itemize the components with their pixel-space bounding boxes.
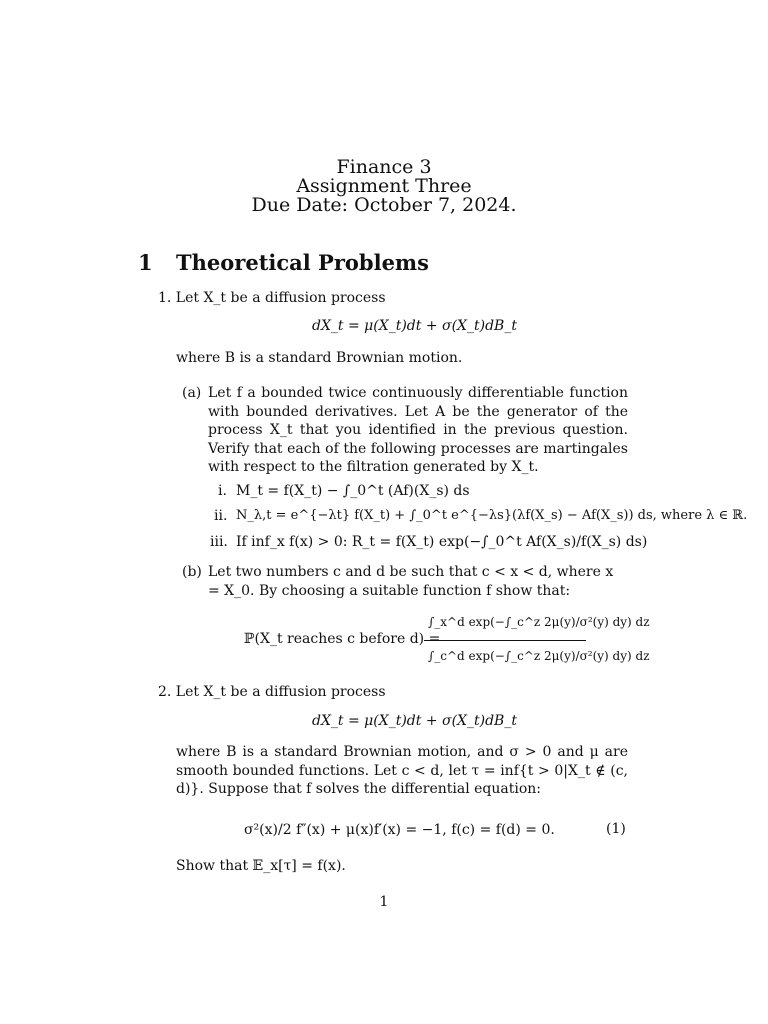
item-ii-label: ii.: [214, 508, 228, 524]
equation-number: (1): [606, 821, 626, 837]
problem-1-where: where B is a standard Brownian motion.: [176, 350, 463, 366]
problem-2-sde: dX_t = μ(X_t)dt + σ(X_t)dB_t: [312, 713, 517, 729]
section-number: 1: [138, 250, 153, 275]
item-ii-expr: N_λ,t = e^{−λt} f(X_t) + ∫_0^t e^{−λs}(λf(X_s) − Af(X_s)) ds, where λ ∈ ℝ.: [236, 508, 748, 523]
part-b-label: (b): [182, 564, 202, 580]
assignment-title: Assignment Three: [296, 175, 472, 197]
problem-2-ode: σ²(x)/2 f″(x) + μ(x)f′(x) = −1, f(c) = f(d) = 0.: [244, 822, 555, 838]
section-title: Theoretical Problems: [176, 250, 429, 275]
problem-2-show: Show that 𝔼_x[τ] = f(x).: [176, 858, 346, 874]
due-date: Due Date: October 7, 2024.: [251, 194, 517, 216]
part-b-lhs: ℙ(X_t reaches c before d) =: [244, 631, 441, 647]
item-iii-label: iii.: [210, 534, 228, 550]
problem-1-intro: 1. Let X_t be a diffusion process: [158, 290, 386, 306]
item-i-expr: M_t = f(X_t) − ∫_0^t (Af)(X_s) ds: [236, 483, 470, 499]
part-a-label: (a): [182, 385, 202, 401]
part-b-text: Let two numbers c and d be such that c < x < d, where x = X_0. By choosing a suitable function f show that:: [208, 564, 614, 599]
fraction-bar: [424, 640, 586, 641]
problem-1-sde: dX_t = μ(X_t)dt + σ(X_t)dB_t: [312, 318, 517, 334]
item-iii-expr: If inf_x f(x) > 0: R_t = f(X_t) exp(−∫_0^t Af(X_s)/f(X_s) ds): [236, 534, 648, 550]
title-block: [0, 158, 768, 215]
problem-2-intro: 2. Let X_t be a diffusion process: [158, 684, 386, 700]
item-i-label: i.: [218, 483, 227, 499]
problem-2-text: where B is a standard Brownian motion, and σ > 0 and μ are smooth bounded functions. Let c < d, let τ = inf{t > 0|X_t ∉ (c, d)}. Suppose that f solves the differential equation:: [176, 744, 628, 797]
page-number: 1: [379, 894, 389, 910]
course-title: Finance 3: [336, 156, 432, 178]
section-heading: [138, 250, 429, 275]
part-b-numerator: ∫_x^d exp(−∫_c^z 2μ(y)/σ²(y) dy) dz: [428, 615, 650, 629]
part-a-text: Let f a bounded twice continuously differentiable function with bounded derivatives. Let A be the generator of the process X_t that you identified in the previous question. Verify that each of the following processes are martingales with respect to the filtration generated by X_t.: [208, 385, 628, 475]
part-b-denominator: ∫_c^d exp(−∫_c^z 2μ(y)/σ²(y) dy) dz: [428, 649, 650, 663]
